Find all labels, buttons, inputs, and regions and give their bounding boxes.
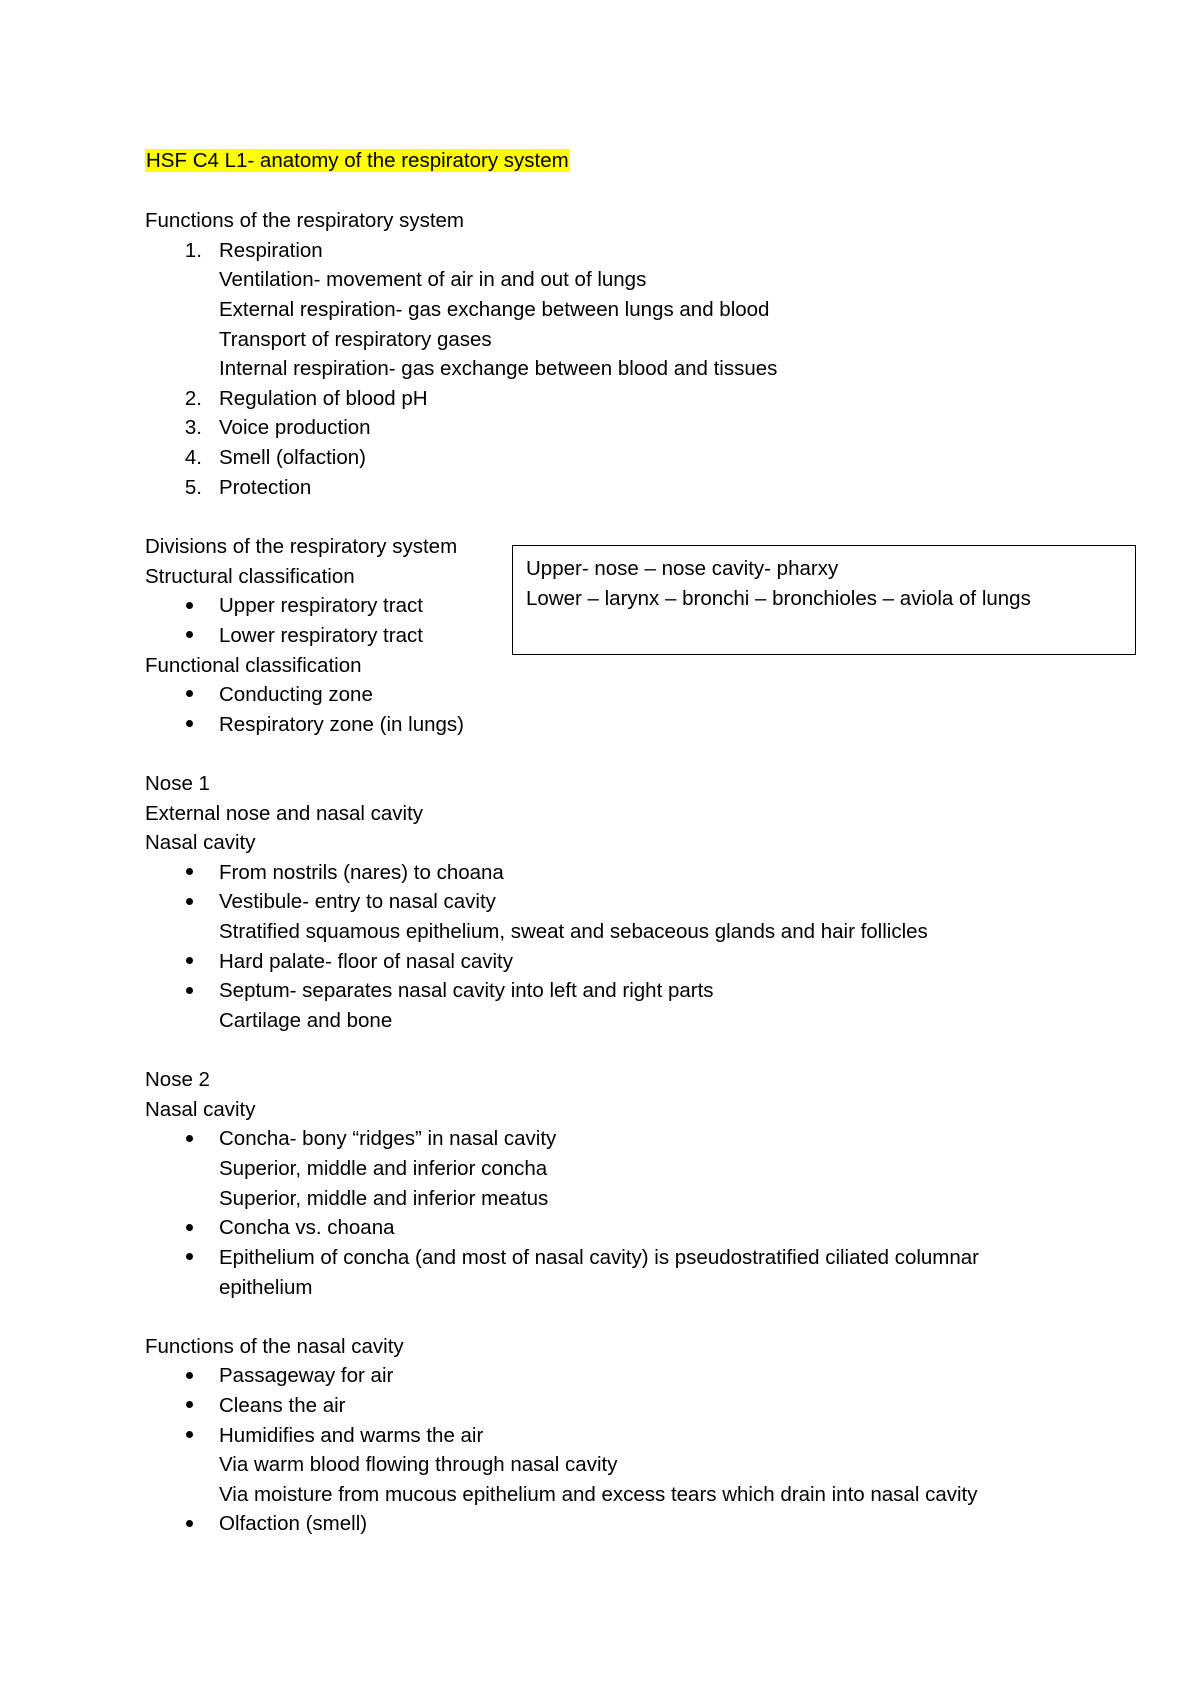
list-item: Concha- bony “ridges” in nasal cavity (219, 1127, 557, 1150)
nose1-subheading: External nose and nasal cavity (145, 802, 424, 825)
title-highlight: HSF C4 L1- anatomy of the respiratory system (146, 149, 569, 172)
bullet-icon (186, 1135, 193, 1142)
list-item-detail: epithelium (219, 1276, 313, 1299)
list-item-detail: Via warm blood flowing through nasal cavity (219, 1453, 618, 1476)
bullet-icon (186, 690, 193, 697)
list-item-detail: Superior, middle and inferior concha (219, 1157, 548, 1180)
bullet-icon (186, 1224, 193, 1231)
structural-heading: Structural classification (145, 565, 355, 588)
list-item: Voice production (219, 416, 371, 439)
list-number: 1. (184, 239, 202, 262)
list-item: Concha vs. choana (219, 1216, 395, 1239)
list-item: Humidifies and warms the air (219, 1424, 484, 1447)
bullet-icon (186, 1520, 193, 1527)
list-item: Hard palate- floor of nasal cavity (219, 950, 513, 973)
list-item: Protection (219, 476, 312, 499)
functional-heading: Functional classification (145, 654, 362, 677)
nose2-heading: Nose 2 (145, 1068, 210, 1091)
list-number: 2. (184, 387, 202, 410)
nose2-subheading: Nasal cavity (145, 1098, 256, 1121)
note-line: Lower – larynx – bronchi – bronchioles – aviola of lungs (526, 587, 1031, 610)
list-item: Regulation of blood pH (219, 387, 428, 410)
list-item: Upper respiratory tract (219, 594, 423, 617)
functions-heading: Functions of the respiratory system (145, 209, 465, 232)
list-number: 5. (184, 476, 202, 499)
nose1-subheading: Nasal cavity (145, 831, 256, 854)
divisions-heading: Divisions of the respiratory system (145, 535, 458, 558)
note-line: Upper- nose – nose cavity- pharxy (526, 557, 839, 580)
bullet-icon (186, 631, 193, 638)
list-item-detail: Internal respiration- gas exchange between blood and tissues (219, 357, 778, 380)
bullet-icon (186, 1253, 193, 1260)
list-item-detail: Via moisture from mucous epithelium and excess tears which drain into nasal cavity (219, 1483, 978, 1506)
list-item-detail: Stratified squamous epithelium, sweat and sebaceous glands and hair follicles (219, 920, 928, 943)
list-item: Smell (olfaction) (219, 446, 366, 469)
list-item-detail: Transport of respiratory gases (219, 328, 492, 351)
nose1-heading: Nose 1 (145, 772, 210, 795)
list-item: Conducting zone (219, 683, 373, 706)
bullet-icon (186, 1372, 193, 1379)
list-item: Respiratory zone (in lungs) (219, 713, 464, 736)
bullet-icon (186, 898, 193, 905)
list-item: Septum- separates nasal cavity into left and right parts (219, 979, 714, 1002)
list-item: Cleans the air (219, 1394, 346, 1417)
bullet-icon (186, 602, 193, 609)
list-item: Passageway for air (219, 1364, 394, 1387)
list-item: Vestibule- entry to nasal cavity (219, 890, 496, 913)
list-item-detail: Superior, middle and inferior meatus (219, 1187, 549, 1210)
note-textbox (512, 545, 1136, 655)
bullet-icon (186, 957, 193, 964)
list-item: From nostrils (nares) to choana (219, 861, 504, 884)
list-item: Lower respiratory tract (219, 624, 423, 647)
list-number: 4. (184, 446, 202, 469)
list-number: 3. (184, 416, 202, 439)
list-item: Respiration (219, 239, 323, 262)
bullet-icon (186, 1401, 193, 1408)
bullet-icon (186, 720, 193, 727)
bullet-icon (186, 868, 193, 875)
document-title (145, 146, 570, 176)
bullet-icon (186, 1431, 193, 1438)
list-item: Epithelium of concha (and most of nasal cavity) is pseudostratified ciliated columnar (219, 1246, 980, 1269)
nasal-functions-heading: Functions of the nasal cavity (145, 1335, 404, 1358)
list-item-detail: Cartilage and bone (219, 1009, 393, 1032)
list-item-detail: Ventilation- movement of air in and out of lungs (219, 268, 647, 291)
bullet-icon (186, 987, 193, 994)
list-item: Olfaction (smell) (219, 1512, 368, 1535)
list-item-detail: External respiration- gas exchange between lungs and blood (219, 298, 770, 321)
